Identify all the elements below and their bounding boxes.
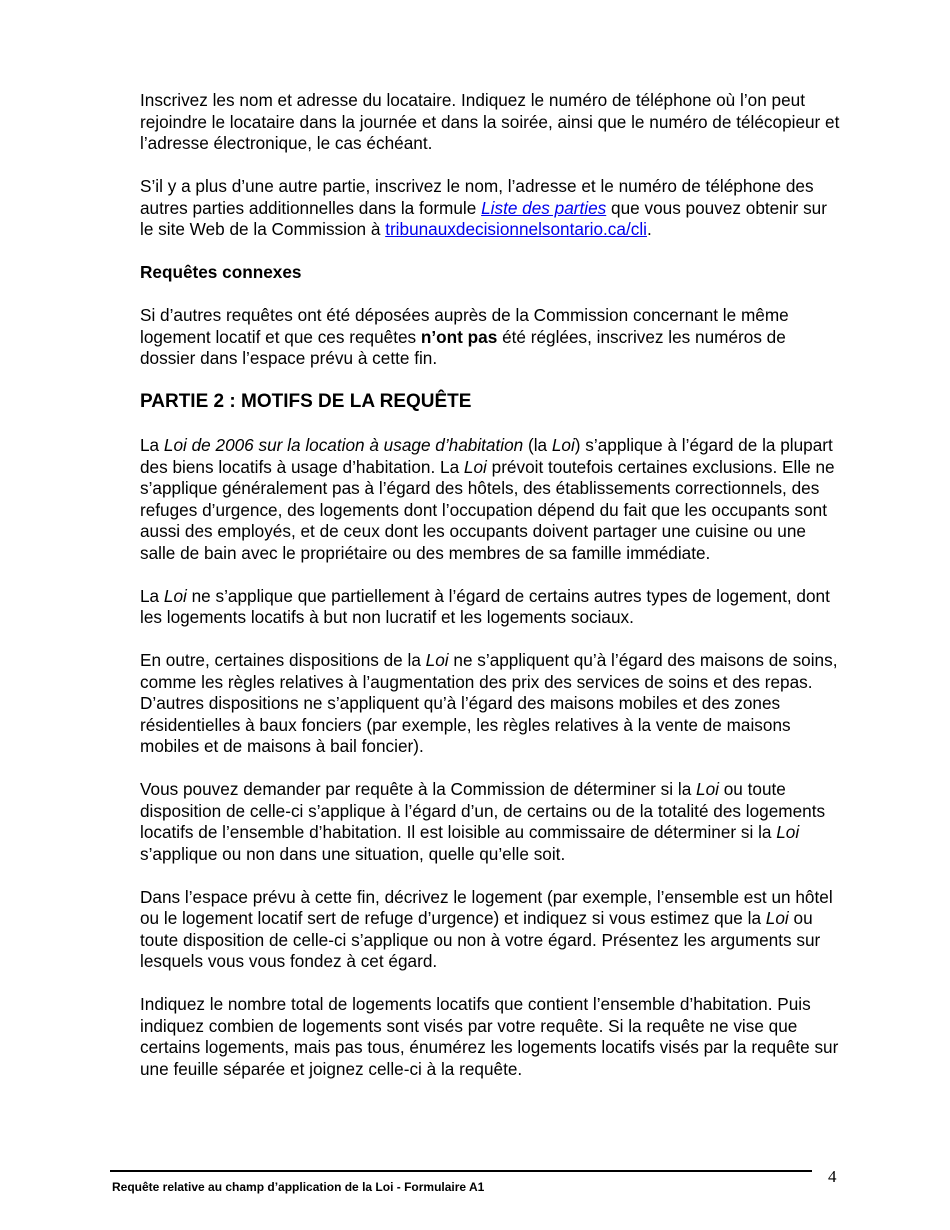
other-parties-paragraph: S’il y a plus d’une autre partie, inscrivez le nom, l’adresse et le numéro de téléphone des autres parties additionnelles dans la formule Liste des parties que vous pouvez obtenir sur le site Web de la Commission à tribunauxdecisionnelsontario.ca/cli.	[140, 176, 827, 239]
list-of-parties-link[interactable]: Liste des parties	[481, 197, 607, 218]
care-homes-paragraph: En outre, certaines dispositions de la Loi ne s’appliquent qu’à l’égard des maisons de soins, comme les règles relatives à l’augmentation des prix des services de soins et des repas. D’autres dispositions ne s’appliquent qu’à l’égard des maisons mobiles et des zones résidentielles à baux fonciers (par exemple, les règles relatives à la vente de maisons mobiles et de maisons à bail foncier).	[140, 650, 838, 756]
page-number: 4	[828, 1167, 837, 1186]
page-body	[140, 90, 840, 1080]
act-intro-paragraph: La Loi de 2006 sur la location à usage d’habitation (la Loi) s’applique à l’égard de la plupart des biens locatifs à usage d’habitation. La Loi prévoit toutefois certaines exclusions. Elle ne s’applique généralement pas à l’égard des hôtels, des établissements correctionnels, des refuges d’urgence, des logements dont l’occupation dépend du fait que les occupants sont aussi des employés, et de ceux dont les occupants doivent partager une cuisine ou une salle de bain avec le propriétaire ou des membres de sa famille immédiate.	[140, 435, 835, 563]
determination-paragraph: Vous pouvez demander par requête à la Commission de déterminer si la Loi ou toute disposition de celle-ci s’applique à l’égard d’un, de certains ou de la totalité des logements locatifs de l’ensemble d’habitation. Il est loisible au commissaire de déterminer si la Loi s’applique ou non dans une situation, quelle qu’elle soit.	[140, 779, 826, 864]
related-requests-paragraph: Si d’autres requêtes ont été déposées auprès de la Commission concernant le même logement locatif et que ces requêtes n’ont pas été réglées, inscrivez les numéros de dossier dans l’espace prévu à cette fin.	[140, 305, 789, 368]
footer-form-title: Requête relative au champ d’application de la Loi - Formulaire A1	[112, 1180, 485, 1194]
related-requests-heading: Requêtes connexes	[140, 262, 302, 282]
website-link[interactable]: tribunauxdecisionnelsontario.ca/cli	[385, 219, 647, 239]
part2-heading: PARTIE 2 : MOTIFS DE LA REQUÊTE	[140, 390, 472, 412]
tenant-info-paragraph: Inscrivez les nom et adresse du locataire. Indiquez le numéro de téléphone où l’on peut rejoindre le locataire dans la journée et dans la soirée, ainsi que le numéro de télécopieur et l’adresse électronique, le cas échéant.	[140, 90, 840, 153]
describe-unit-paragraph: Dans l’espace prévu à cette fin, décrivez le logement (par exemple, l’ensemble est un hôtel ou le logement locatif sert de refuge d’urgence) et indiquez si vous estimez que la Loi ou toute disposition de celle-ci s’applique ou non à votre égard. Présentez les arguments sur lesquels vous vous fondez à cet égard.	[140, 886, 833, 971]
unit-count-paragraph: Indiquez le nombre total de logements locatifs que contient l’ensemble d’habitation. Puis indiquez combien de logements sont visés par votre requête. Si la requête ne vise que certains logements, mais pas tous, énumérez les logements locatifs visés par la requête sur une feuille séparée et joignez celle-ci à la requête.	[140, 994, 839, 1079]
footer-rule	[110, 1170, 812, 1172]
partial-application-paragraph: La Loi ne s’applique que partiellement à l’égard de certains autres types de logement, dont les logements locatifs à but non lucratif et les logements sociaux.	[140, 585, 830, 627]
